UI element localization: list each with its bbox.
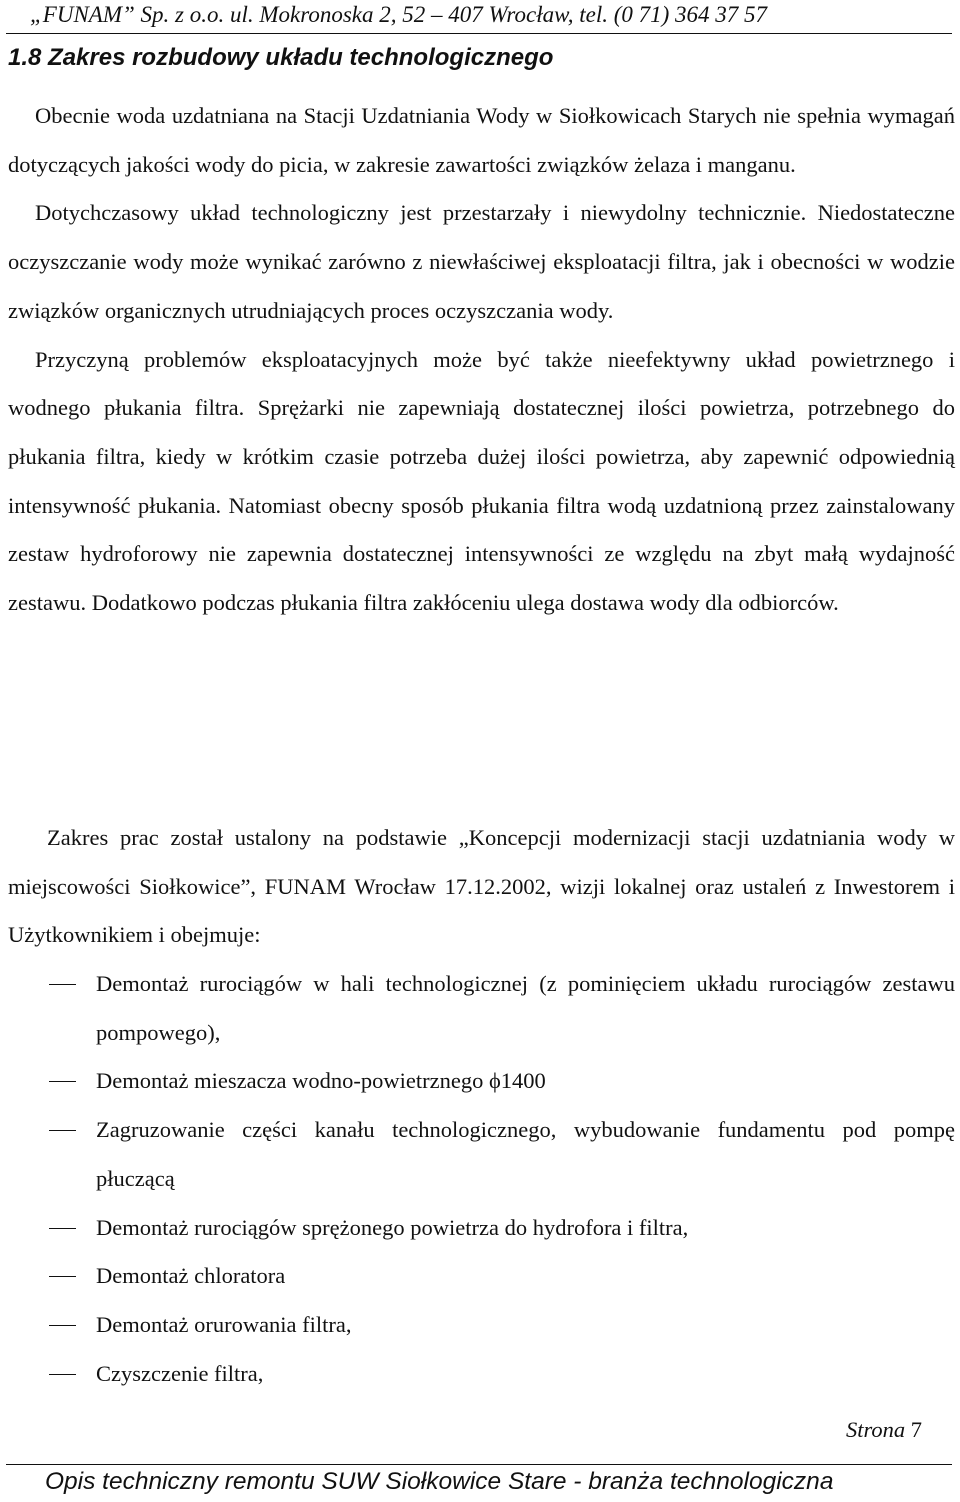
paragraph: Dotychczasowy układ technologiczny jest przestarzały i niewydolny technicznie. Niedostateczne oczyszczanie wody może wynikać zarówno z niewłaściwej eksploatacji filtra, jak i obecności w wodzie związków organicznych utrudniających proces oczyszczania wody. bbox=[8, 200, 955, 323]
paragraph: Zakres prac został ustalony na podstawie „Koncepcji modernizacji stacji uzdatniania wody w miejscowości Siołkowice”, FUNAM Wrocław 17.12.2002, wizji lokalnej oraz ustaleń z Inwestorem i Użytkownikiem i obejmuje: bbox=[8, 825, 955, 948]
dash-bullet bbox=[49, 1374, 76, 1375]
dash-bullet bbox=[49, 1228, 76, 1229]
list-item-text: Demontaż rurociągów sprężonego powietrza do hydrofora i filtra, bbox=[96, 1214, 689, 1240]
header-divider bbox=[6, 33, 952, 34]
page-header: „FUNAM” Sp. z o.o. ul. Mokronoska 2, 52 – 407 Wrocław, tel. (0 71) 364 37 57 bbox=[30, 2, 768, 27]
list-item-text: Demontaż rurociągów w hali technologicznej (z pominięciem układu rurociągów zestawu pompowego), bbox=[96, 971, 955, 1045]
list-item bbox=[8, 1252, 955, 1301]
scope-text bbox=[8, 814, 955, 960]
dash-bullet bbox=[49, 1081, 76, 1082]
scope-list bbox=[8, 960, 955, 1398]
intro-text bbox=[8, 92, 955, 628]
list-item bbox=[8, 960, 955, 1057]
list-item-text: Zagruzowanie części kanału technologicznego, wybudowanie fundamentu pod pompę płuczącą bbox=[96, 1117, 955, 1191]
paragraph: Obecnie woda uzdatniana na Stacji Uzdatniania Wody w Siołkowicach Starych nie spełnia wymagań dotyczących jakości wody do picia, w zakresie zawartości związków żelaza i manganu. bbox=[8, 103, 955, 177]
page-footer: Opis techniczny remontu SUW Siołkowice Stare - branża technologiczna bbox=[45, 1468, 834, 1495]
list-item bbox=[8, 1106, 955, 1203]
page-label: Strona bbox=[845, 1417, 906, 1442]
list-item bbox=[8, 1350, 955, 1399]
list-item-text: Demontaż chloratora bbox=[96, 1263, 286, 1289]
footer-divider bbox=[6, 1464, 952, 1465]
list-item-text: Demontaż orurowania filtra, bbox=[96, 1311, 352, 1337]
dash-bullet bbox=[49, 1276, 76, 1277]
page-number bbox=[846, 1417, 922, 1443]
list-item bbox=[8, 1204, 955, 1253]
list-item bbox=[8, 1301, 955, 1350]
list-item-text: Czyszczenie filtra, bbox=[96, 1360, 264, 1386]
section-title: 1.8 Zakres rozbudowy układu technologicznego bbox=[8, 44, 554, 71]
dash-bullet bbox=[49, 984, 76, 985]
list-item-text: Demontaż mieszacza wodno-powietrznego ϕ1400 bbox=[96, 1068, 546, 1094]
dash-bullet bbox=[49, 1325, 76, 1326]
paragraph: Przyczyną problemów eksploatacyjnych może być także nieefektywny układ powietrznego i wodnego płukania filtra. Sprężarki nie zapewniają dostatecznej ilości powietrza, potrzebnego do płukania filtra, kiedy w krótkim czasie potrzeba dużej ilości powietrza, aby zapewnić odpowiednią intensywność płukania. Natomiast obecny sposób płukania filtra wodą uzdatnioną przez zainstalowany zestaw hydroforowy nie zapewnia dostatecznej intensywności ze względu na zbyt małą wydajność zestawu. Dodatkowo podczas płukania filtra zakłóceniu ulega dostawa wody dla odbiorców. bbox=[8, 346, 955, 616]
list-item bbox=[8, 1057, 955, 1106]
dash-bullet bbox=[49, 1130, 76, 1131]
page-number-value: 7 bbox=[910, 1417, 922, 1442]
